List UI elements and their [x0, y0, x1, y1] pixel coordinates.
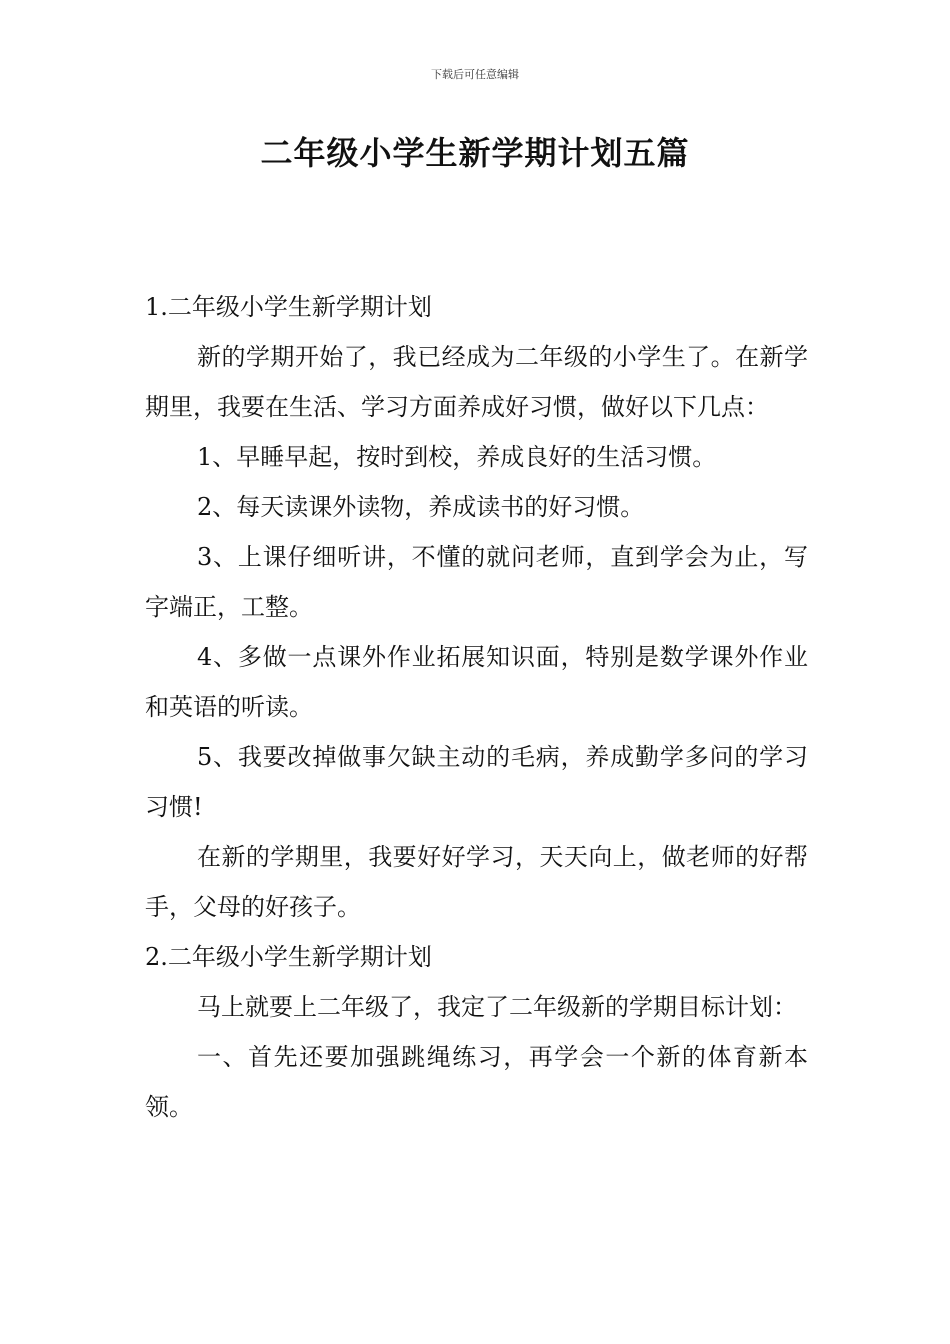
list-item: 5、我要改掉做事欠缺主动的毛病，养成勤学多问的学习习惯!: [145, 743, 808, 821]
list-item: 4、多做一点课外作业拓展知识面，特别是数学课外作业和英语的听读。: [145, 643, 808, 721]
paragraph: 在新的学期里，我要好好学习，天天向上，做老师的好帮手，父母的好孩子。: [145, 843, 808, 921]
list-item: 1、早睡早起，按时到校，养成良好的生活习惯。: [197, 443, 717, 471]
paragraph: 新的学期开始了，我已经成为二年级的小学生了。在新学期里，我要在生活、学习方面养成好习惯，做好以下几点：: [145, 343, 808, 421]
document-title: 二年级小学生新学期计划五篇: [260, 134, 690, 172]
section-heading: 1.二年级小学生新学期计划: [145, 293, 432, 321]
list-item: 2、每天读课外读物，养成读书的好习惯。: [197, 493, 645, 521]
list-item: 一、首先还要加强跳绳练习，再学会一个新的体育新本领。: [145, 1043, 808, 1121]
document-body: [145, 282, 808, 1132]
section-heading: 2.二年级小学生新学期计划: [145, 943, 432, 971]
list-item: 3、上课仔细听讲，不懂的就问老师，直到学会为止，写字端正，工整。: [145, 543, 808, 621]
header-note: 下载后可任意编辑: [431, 68, 519, 81]
paragraph: 马上就要上二年级了，我定了二年级新的学期目标计划：: [197, 993, 797, 1021]
